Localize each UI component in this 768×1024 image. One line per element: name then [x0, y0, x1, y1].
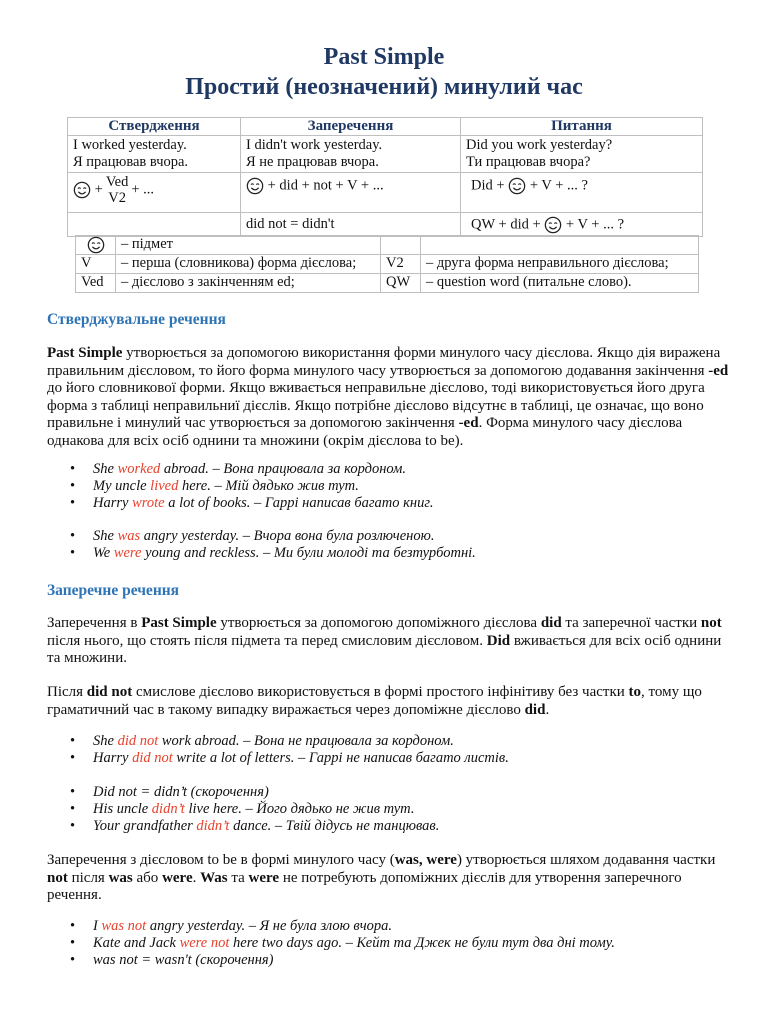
paragraph: [47, 615, 737, 668]
formula-text: + V + ... ?: [565, 216, 625, 233]
bold-term: -ed: [458, 415, 479, 431]
text-segment: не потребують допоміжних дієслів для утворення заперечного речення.: [47, 869, 682, 903]
legend-value: – дієслово з закінченням ed;: [116, 274, 381, 293]
v2: V2: [108, 190, 126, 206]
example-item: [70, 750, 509, 767]
highlighted-verb: did not: [117, 733, 159, 749]
example-uk: Я не працював вчора.: [246, 154, 379, 170]
bold-term: did: [524, 701, 546, 718]
formula-text: + V + ... ?: [529, 177, 588, 194]
legend-value: – перша (словникова) форма дієслова;: [116, 255, 381, 274]
text-segment: до його словникової форми. Якщо вживається неправильне дієслово, тоді використовується його друга форма з таблиці неправильниї дієслів. Якщо потрібне дієслово відсутнє в таблиці, це означає, що воно правильне і минулий час утворюється за допомогою закінчення: [47, 380, 705, 431]
formula-text: Did +: [471, 177, 505, 194]
legend-key: V2: [381, 255, 421, 274]
text-segment: утворюється за допомогою використання форми минулого часу дієслова. Якщо дія виражена правильним дієсловом, то його форма минулого часу утворюється за допомогою додавання закінчення: [47, 345, 721, 379]
text-segment: abroad. – Вона працювала за кордоном.: [160, 461, 406, 477]
header-negative: Заперечення: [241, 118, 461, 136]
highlighted-verb: were not: [179, 935, 230, 951]
highlighted-verb: worked: [117, 461, 161, 477]
legend-value: – підмет: [116, 236, 381, 255]
text-segment: утворюється за допомогою допоміжного дієслова: [216, 615, 541, 631]
text-segment: His uncle: [93, 801, 152, 817]
text-segment: . Форма минулого часу дієслова однакова для всіх осіб однини та множини (окрім дієслова to be).: [47, 415, 683, 449]
text-segment: та: [227, 869, 249, 886]
formula-text: QW + did +: [471, 216, 541, 233]
text-segment: We: [93, 545, 114, 561]
formula-question: [461, 173, 703, 213]
text-segment: Harry: [93, 495, 133, 511]
example-negative: [241, 136, 461, 173]
page-title: Past Simple: [323, 44, 445, 70]
header-affirmative: Ствердження: [68, 118, 241, 136]
bold-term: Past Simple: [141, 615, 217, 631]
example-item: [70, 918, 615, 935]
bold-term: was, were: [394, 852, 457, 868]
text-segment: .: [545, 701, 550, 718]
legend-key: V: [76, 255, 116, 274]
example-list: [70, 461, 433, 512]
tail: + ...: [131, 181, 155, 198]
text-segment: She: [93, 528, 118, 544]
section-heading-affirmative: Стверджувальне речення: [47, 311, 226, 328]
example-item: [70, 952, 615, 969]
bold-term: Past Simple: [47, 345, 123, 361]
formula-text: + did + not + V + ...: [267, 177, 384, 194]
text-segment: ) утворюється шляхом додавання частки: [456, 852, 716, 868]
text-segment: My uncle: [93, 478, 151, 494]
legend-value: [421, 236, 699, 255]
legend-key: [381, 236, 421, 255]
highlighted-verb: didn’t: [151, 801, 185, 817]
text-segment: work abroad. – Вона не працювала за кордоном.: [158, 733, 454, 749]
text-segment: She: [93, 461, 118, 477]
text-segment: Your grandfather: [93, 818, 197, 834]
example-item: [70, 545, 476, 562]
empty-cell: [68, 213, 241, 237]
text-segment: вживається для всіх осіб однини та множини.: [47, 632, 722, 666]
text-segment: I: [93, 918, 102, 934]
text-segment: після нього, що стоять після підмета та перед смисловим дієсловом.: [47, 632, 487, 649]
text-segment: Harry: [93, 750, 133, 766]
text-segment: here. – Мій дядько жив тут.: [178, 478, 359, 494]
highlighted-verb: were: [113, 545, 142, 561]
short-form: did not = didn't: [246, 216, 335, 232]
bold-term: did: [540, 615, 562, 631]
legend-key: QW: [381, 274, 421, 293]
text-segment: та заперечної частки: [561, 615, 701, 631]
bold-term: Was: [200, 869, 228, 886]
example-affirmative: [68, 136, 241, 173]
example-list: [70, 918, 615, 969]
text-segment: here two days ago. – Кейт та Джек не були тут два дні тому.: [229, 935, 615, 951]
smiley-face-icon: [87, 236, 105, 254]
example-list: [70, 784, 439, 835]
example-en: I worked yesterday.: [73, 137, 187, 153]
text-segment: після: [67, 869, 109, 886]
highlighted-verb: lived: [150, 478, 179, 494]
smiley-face-icon: [544, 216, 562, 234]
negative-short-form: [241, 213, 461, 237]
text-segment: young and reckless. – Ми були молоді та безтурботні.: [141, 545, 476, 561]
highlighted-verb: did not: [132, 750, 173, 766]
legend-value: – question word (питальне слово).: [421, 274, 699, 293]
bold-term: were: [248, 869, 280, 886]
example-item: [70, 478, 433, 495]
text-segment: a lot of books. – Гаррі написав багато книг.: [164, 495, 434, 511]
smiley-face-icon: [508, 177, 526, 195]
example-item: [70, 801, 439, 818]
text-segment: або: [132, 869, 163, 886]
text-segment: смислове дієслово використовується в формі простого інфінітиву без частки: [132, 684, 629, 700]
text-segment: live here. – Його дядько не жив тут.: [184, 801, 415, 817]
bold-term: not: [47, 869, 68, 886]
bold-term: to: [628, 684, 642, 700]
example-en: I didn't work yesterday.: [246, 137, 383, 153]
example-item: [70, 818, 439, 835]
text-segment: .: [192, 869, 201, 886]
bold-term: was: [108, 869, 133, 886]
bold-term: were: [162, 869, 193, 886]
example-uk: Ти працював вчора?: [466, 154, 591, 170]
smiley-face-icon: [246, 177, 264, 195]
text-segment: Did not = didn’t (скорочення): [93, 784, 269, 800]
text-segment: She: [93, 733, 118, 749]
bold-term: -ed: [708, 362, 729, 379]
text-segment: write a lot of letters. – Гаррі не написав багато листів.: [172, 750, 509, 766]
section-heading-negative: Заперечне речення: [47, 582, 180, 599]
legend-value: – друга форма неправильного дієслова;: [421, 255, 699, 274]
legend-table: [75, 235, 699, 293]
paragraph: [47, 684, 737, 719]
formula-affirmative: [68, 173, 241, 213]
highlighted-verb: was not: [101, 918, 147, 934]
example-list: [70, 528, 476, 562]
text-segment: , тому що граматичний час в такому випадку виражається через допоміжне дієслово: [47, 684, 702, 718]
example-item: [70, 784, 439, 801]
text-segment: angry yesterday. – Я не була злою вчора.: [146, 918, 393, 934]
bold-term: not: [700, 615, 722, 631]
bold-term: Did: [486, 632, 511, 649]
formula-wh-question: [461, 213, 703, 237]
example-item: [70, 528, 476, 545]
text-segment: Після: [47, 684, 87, 700]
text-segment: dance. – Твій дідусь не танцював.: [229, 818, 440, 834]
example-en: Did you work yesterday?: [466, 137, 613, 153]
text-segment: angry yesterday. – Вчора вона була розлюченою.: [140, 528, 435, 544]
text-segment: Заперечення в: [47, 615, 142, 631]
text-segment: Заперечення з дієсловом to be в формі минулого часу (: [47, 852, 395, 868]
plus: +: [94, 181, 103, 198]
ved: Ved: [105, 174, 129, 190]
example-list: [70, 733, 509, 767]
example-question: [461, 136, 703, 173]
formula-negative: [241, 173, 461, 213]
legend-key: [76, 236, 116, 255]
paragraph: [47, 852, 737, 905]
header-question: Питання: [461, 118, 703, 136]
paragraph: [47, 345, 737, 450]
formula-table: [67, 117, 703, 237]
text-segment: was not = wasn't (скорочення): [93, 952, 274, 968]
bold-term: did not: [86, 684, 133, 700]
highlighted-verb: wrote: [132, 495, 165, 511]
example-item: [70, 495, 433, 512]
example-item: [70, 935, 615, 952]
highlighted-verb: didn’t: [196, 818, 230, 834]
highlighted-verb: was: [117, 528, 141, 544]
example-item: [70, 461, 433, 478]
smiley-face-icon: [73, 181, 91, 199]
example-uk: Я працював вчора.: [73, 154, 189, 170]
legend-key: Ved: [76, 274, 116, 293]
example-item: [70, 733, 509, 750]
text-segment: Kate and Jack: [93, 935, 180, 951]
page-subtitle: Простий (неозначений) минулий час: [185, 74, 583, 100]
